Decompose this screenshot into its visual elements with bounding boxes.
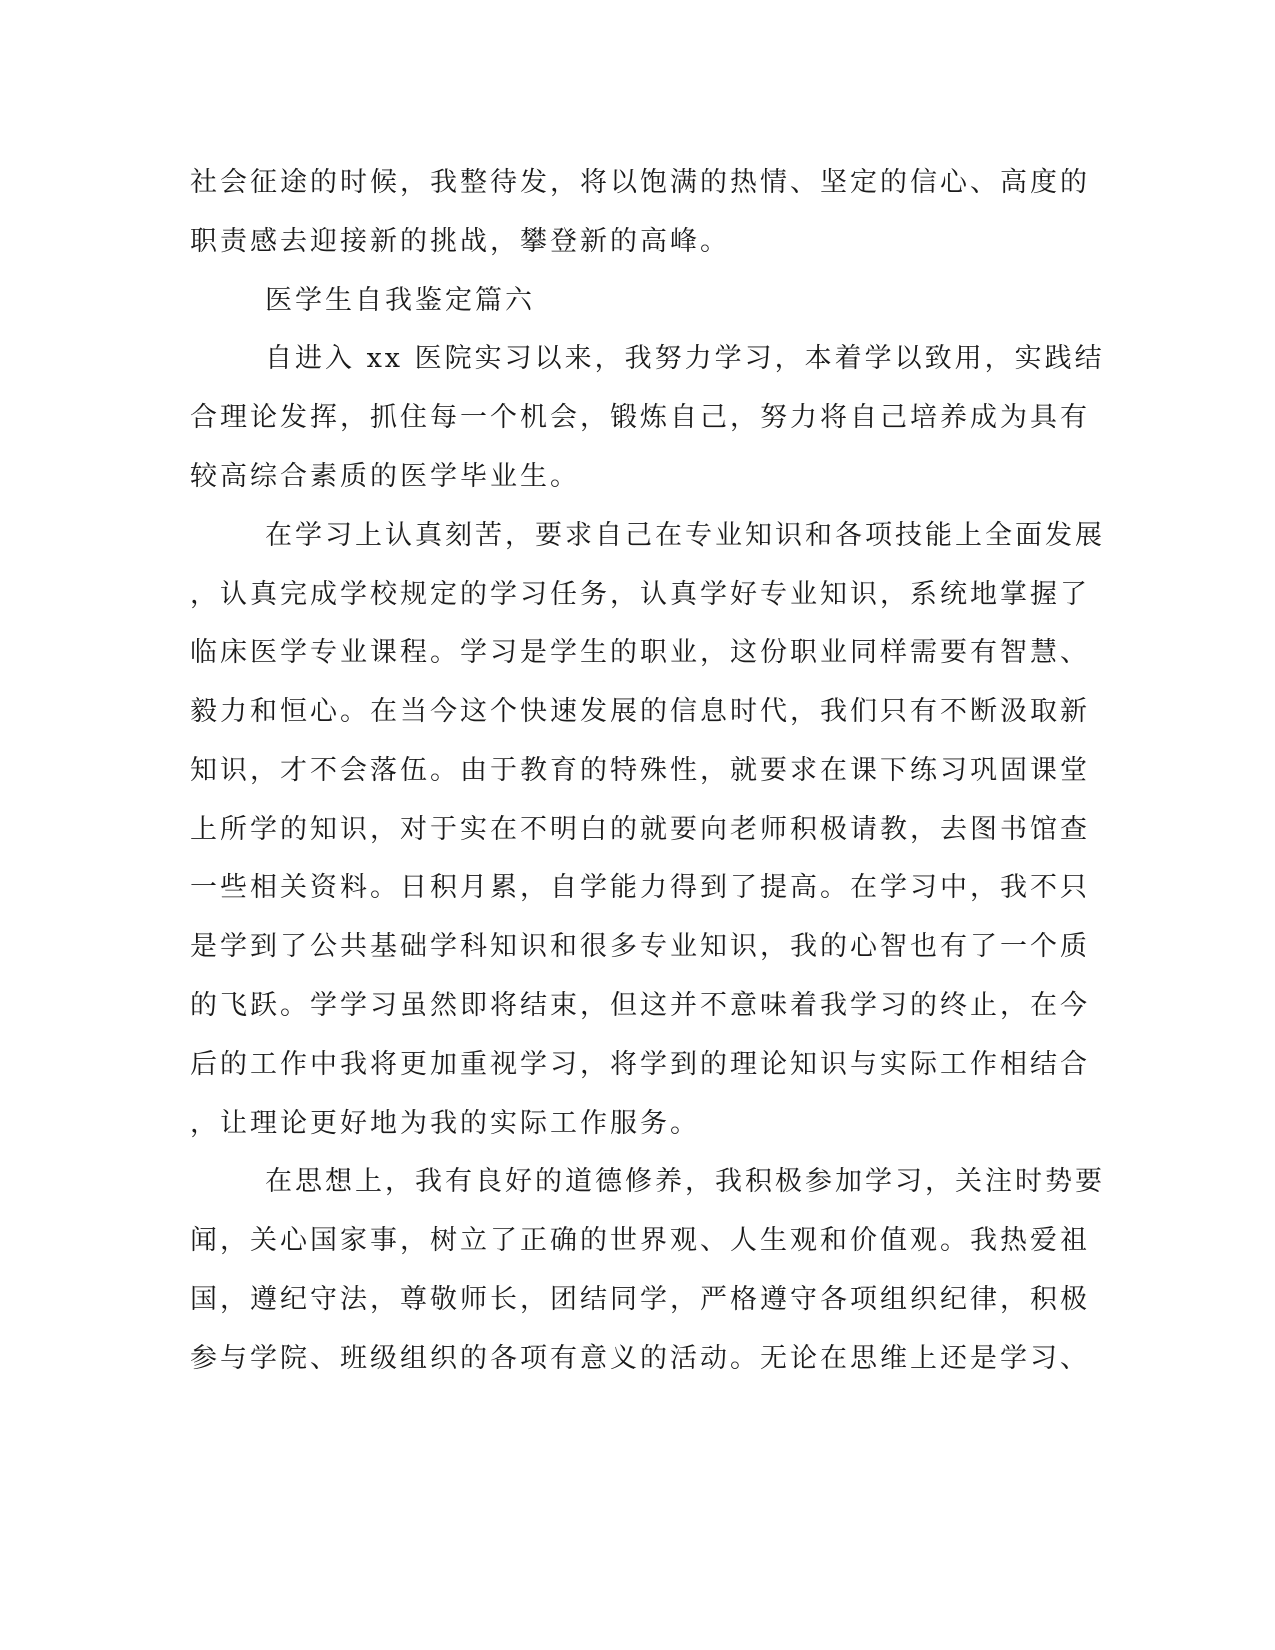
text-line: 国，遵纪守法，尊敬师长，团结同学，严格遵守各项组织纪律，积极: [190, 1284, 1090, 1315]
text-line: 较高综合素质的医学毕业生。: [190, 461, 580, 492]
text-line: ，认真完成学校规定的学习任务，认真学好专业知识，系统地掌握了: [190, 579, 1090, 610]
text-line: 毅力和恒心。在当今这个快速发展的信息时代，我们只有不断汲取新: [190, 696, 1090, 727]
text-line: 的飞跃。学学习虽然即将结束，但这并不意味着我学习的终止，在今: [190, 990, 1090, 1021]
text-line: 知识，才不会落伍。由于教育的特殊性，就要求在课下练习巩固课堂: [190, 755, 1090, 786]
text-line: 自进入 xx 医院实习以来，我努力学习，本着学以致用，实践结: [265, 343, 1105, 374]
text-line: 一些相关资料。日积月累，自学能力得到了提高。在学习中，我不只: [190, 872, 1090, 903]
text-line: 临床医学专业课程。学习是学生的职业，这份职业同样需要有智慧、: [190, 637, 1090, 668]
text-line: 后的工作中我将更加重视学习，将学到的理论知识与实际工作相结合: [190, 1049, 1090, 1080]
text-line: 合理论发挥，抓住每一个机会，锻炼自己，努力将自己培养成为具有: [190, 402, 1090, 433]
text-line: 在思想上，我有良好的道德修养，我积极参加学习，关注时势要: [265, 1166, 1105, 1197]
text-line: 闻，关心国家事，树立了正确的世界观、人生观和价值观。我热爱祖: [190, 1225, 1090, 1256]
text-line: 社会征途的时候，我整待发，将以饱满的热情、坚定的信心、高度的: [190, 167, 1090, 198]
text-line: 上所学的知识，对于实在不明白的就要向老师积极请教，去图书馆查: [190, 814, 1090, 845]
text-line: ，让理论更好地为我的实际工作服务。: [190, 1108, 700, 1139]
text-line: 参与学院、班级组织的各项有意义的活动。无论在思维上还是学习、: [190, 1343, 1090, 1374]
text-line: 在学习上认真刻苦，要求自己在专业知识和各项技能上全面发展: [265, 520, 1105, 551]
text-line: 是学到了公共基础学科知识和很多专业知识，我的心智也有了一个质: [190, 931, 1090, 962]
text-line: 职责感去迎接新的挑战，攀登新的高峰。: [190, 226, 730, 257]
section-heading: 医学生自我鉴定篇六: [265, 285, 535, 316]
